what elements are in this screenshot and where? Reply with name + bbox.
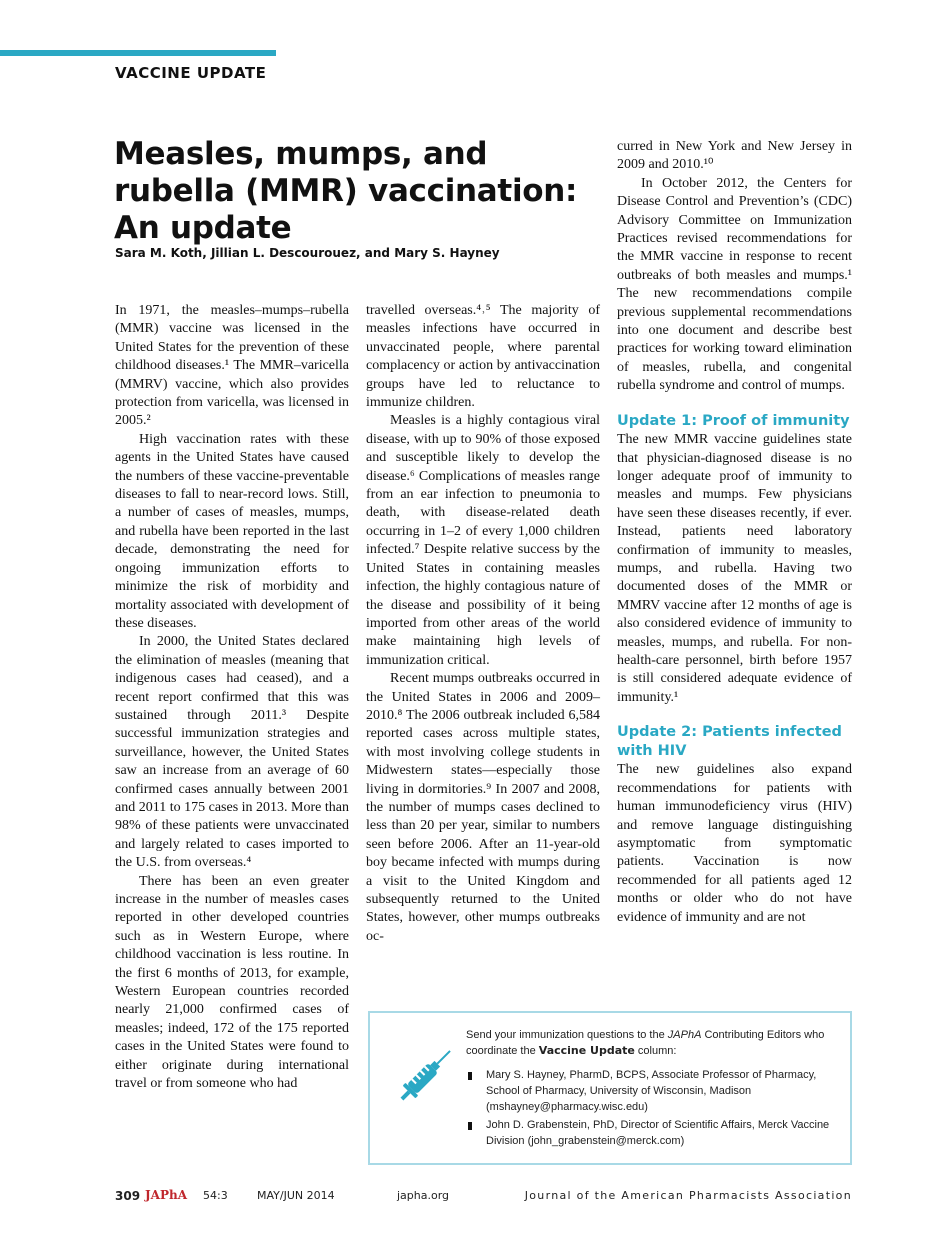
journal-logo: JAPhA [145, 1188, 188, 1202]
callout-intro: Contributing Editors who coordinate the [466, 1029, 825, 1057]
update-1-text: The new MMR vaccine guidelines state that physician-diagnosed disease is no longer adequate proof of immunity to measles and mumps. Few physicians have seen these diseases recently, if ever. Instead, patients need laboratory confirmation of immunity to measles, mumps, and rubella. Having two documented doses of the MMR or MMRV vaccine after 12 months of age is also considered evidence of immunity to measles, mumps, and rubella. For non-health-care personnel, birth before 1957 is still considered adequate evidence of immunity.¹ [617, 432, 852, 705]
paragraph: In 2000, the United States declared the elimination of measles (meaning that indigenous cases had ceased), and a recent report confirmed that this was sustained through 2011.³ Despite successful immunization strategies and surveillance, however, the United States saw an increase from an average of 60 confirmed cases annually between 2001 and 2011 to 175 cases in 2013. More than 98% of these patients were unvaccinated and largely related to cases imported to the U.S. from overseas.⁴ [115, 634, 349, 871]
section-label: VACCINE UPDATE [115, 64, 267, 82]
page-number: 309 [115, 1189, 141, 1203]
update-2-text: The new guidelines also expand recommendations for patients with human immunodeficiency virus (HIV) and remove language distinguishing asymptomatic from symptomatic patients. Vaccination is now recommended for all patients aged 12 months or older who do not have evidence of immunity and are not [617, 762, 852, 925]
callout-text [466, 1027, 838, 1151]
top-accent-rule [0, 50, 276, 56]
article-title: Measles, mumps, and rubella (MMR) vaccination: An update [114, 136, 578, 246]
paragraph: travelled overseas.⁴˒⁵ The majority of measles infections have occurred in unvaccinated people, where parental complacency or action by antivaccination groups have led to reluctance to immunize children. [366, 303, 600, 411]
paragraph: There has been an even greater increase in the number of measles cases reported in other developed countries such as in Western Europe, where childhood vaccination is less routine. In the first 6 months of 2013, for example, Western European countries recorded nearly 21,000 confirmed cases of measles; indeed, 172 of the 175 reported cases in the United States were found to either originate during international travel or from someone who had [115, 873, 349, 1092]
syringe-icon [388, 1037, 464, 1113]
paragraph: In 1971, the measles–mumps–rubella (MMR) vaccine was licensed in the United States for the prevention of these childhood diseases.¹ The MMR–varicella (MMRV) vaccine, which also provides protection from varicella, was licensed in 2005.² [115, 303, 349, 429]
body-column-2 [366, 302, 600, 946]
contact-callout-box [368, 1011, 852, 1165]
issue-date: MAY/JUN 2014 [257, 1189, 335, 1202]
callout-intro: column: [634, 1045, 677, 1057]
body-column-1 [115, 302, 349, 1093]
paragraph: Measles is a highly contagious viral disease, with up to 90% of those exposed and susceptible likely to develop the disease.⁶ Complications of measles range from an ear infection to pneumonia to death, with disease-related death occurring in 1–2 of every 1,000 children infected.⁷ Despite relative success by the United States in containing measles infection, the highly contagious nature of the disease and possibility of it being imported from other areas of the world make maintaining high levels of immunization critical. [366, 413, 600, 668]
editor-item: John D. Grabenstein, PhD, Director of Scientific Affairs, Merck Vaccine Division (john_grabenstein@merck.com) [466, 1117, 838, 1149]
update-2-heading: Update 2: Patients infected with HIV [617, 724, 842, 759]
callout-intro: Send your immunization questions to the [466, 1029, 668, 1041]
paragraph: High vaccination rates with these agents in the United States have caused the numbers of these vaccine-preventable diseases to fall to near-record lows. Still, a number of cases of measles, mumps, and rubella have been reported in the last decade, demonstrating the need for ongoing immunization efforts to minimize the risk of morbidity and mortality associated with development of these diseases. [115, 431, 349, 631]
journal-full-name: Journal of the American Pharmacists Association [524, 1189, 852, 1202]
paragraph: In October 2012, the Centers for Disease Control and Prevention’s (CDC) Advisory Committee on Immunization Practices revised recommendations for the MMR vaccine in response to recent outbreaks of both measles and mumps.¹ The new recommendations compile previous supplemental recommendations into one document and describe best practices for working toward elimination of measles, rubella, and congenital rubella syndrome and control of mumps. [617, 175, 852, 394]
paragraph: curred in New York and New Jersey in 2009 and 2010.¹⁰ [617, 139, 852, 173]
page-footer [115, 1189, 852, 1205]
journal-name: JAPhA [667, 1029, 702, 1041]
column-name: Vaccine Update [538, 1044, 635, 1057]
journal-volume: 54:3 [203, 1189, 228, 1202]
article-authors: Sara M. Koth, Jillian L. Descourouez, and Mary S. Hayney [115, 246, 500, 260]
paragraph: Recent mumps outbreaks occurred in the United States in 2006 and 2009–2010.⁸ The 2006 outbreak included 6,584 reported cases across multiple states, with most involving college students in Midwestern states—especially those living in dormitories.⁹ In 2007 and 2008, the number of mumps cases declined to less than 20 per year, similar to numbers seen before 2006. After an 11-year-old boy became infected with mumps during a visit to the United Kingdom and subsequently returned to the United States, however, other mumps outbreaks oc- [366, 671, 600, 944]
editor-item: Mary S. Hayney, PharmD, BCPS, Associate Professor of Pharmacy, School of Pharmacy, University of Wisconsin, Madison (mshayney@pharmacy.wisc.edu) [466, 1067, 838, 1115]
journal-website: japha.org [397, 1189, 450, 1202]
update-1-heading: Update 1: Proof of immunity [617, 412, 850, 429]
body-column-3 [617, 138, 852, 927]
editor-list [466, 1067, 838, 1149]
